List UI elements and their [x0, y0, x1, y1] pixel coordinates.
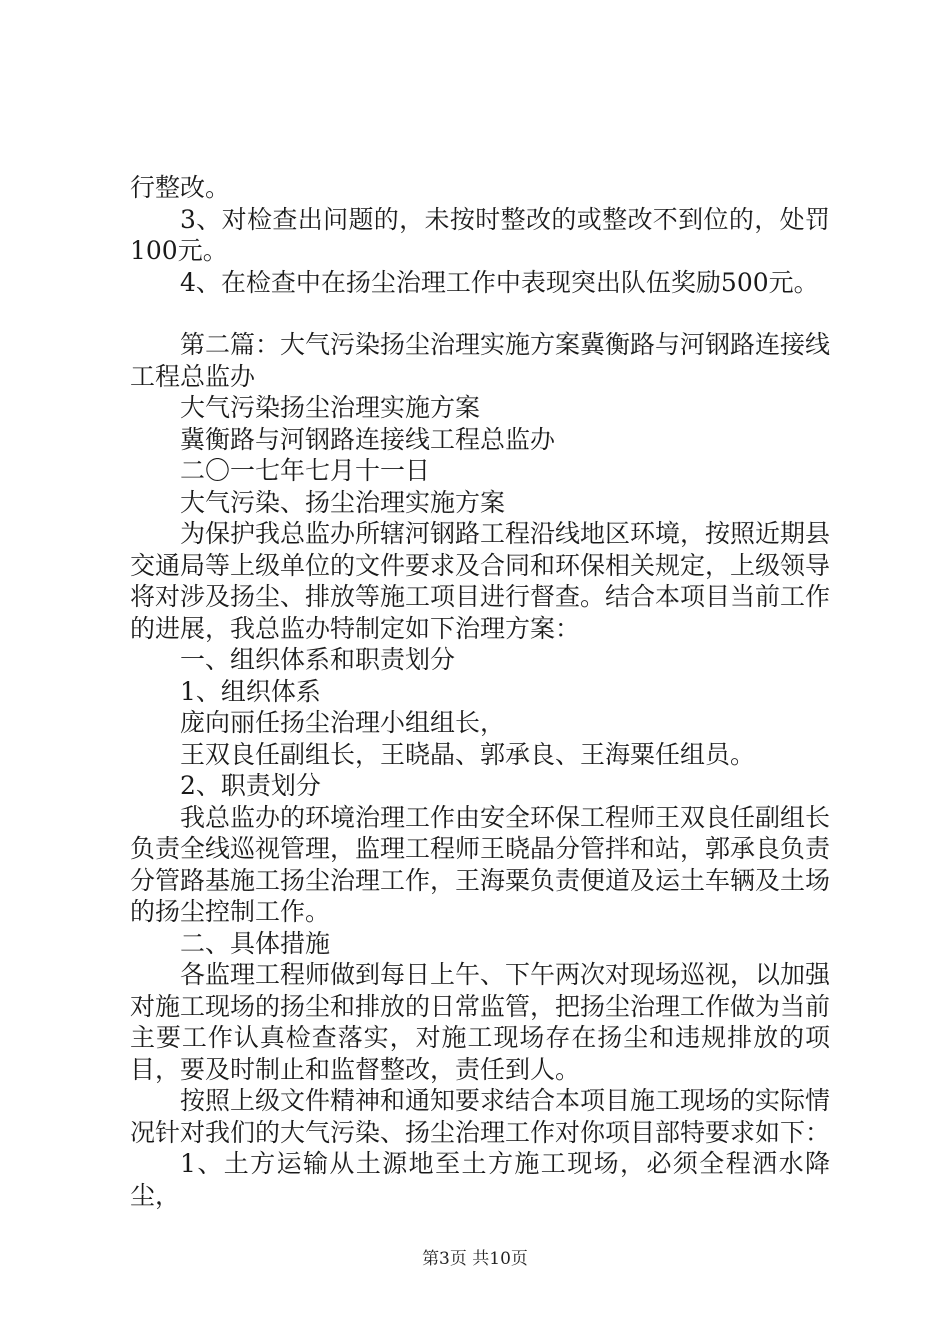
plan-title: 大气污染扬尘治理实施方案: [180, 393, 481, 422]
plan-subtitle: 大气污染、扬尘治理实施方案: [180, 487, 506, 517]
issue-date: 二〇一七年七月十一日: [180, 456, 431, 485]
paragraph-penalty-item-3: 3、对检查出问题的，未按时整改的或整改不到位的，处罚100元。: [130, 204, 830, 265]
paragraph-team-members: 王双良任副组长，王晓晶、郭承良、王海粟任组员。: [180, 739, 756, 769]
section-spacer: [130, 298, 830, 329]
paragraph-intro: 为保护我总监办所辖河钢路工程沿线地区环境，按照近期县交通局等上级单位的文件要求及合同和环保相关规定，上级领导将对涉及扬尘、排放等施工项目进行督查。结合本项目当前工作的进展，我总监办特制定如下治理方案：: [130, 519, 831, 643]
page-number-footer: 第3页 共10页: [422, 1249, 528, 1269]
document-body: [130, 172, 830, 1211]
paragraph-daily-inspection: 各监理工程师做到每日上午、下午两次对现场巡视，以加强对施工现场的扬尘和排放的日常监管，把扬尘治理工作做为当前主要工作认真检查落实，对施工现场存在扬尘和违规排放的项目，要及时制止和监督整改，责任到人。: [130, 960, 831, 1084]
paragraph-requirements-intro: 按照上级文件精神和通知要求结合本项目施工现场的实际情况针对我们的大气污染、扬尘治理工作对你项目部特要求如下：: [130, 1086, 831, 1147]
subheading-responsibilities: 2、职责划分: [180, 771, 321, 800]
section-heading-part-two: 第二篇：大气污染扬尘治理实施方案冀衡路与河钢路连接线工程总监办: [130, 330, 831, 391]
issuing-office: 冀衡路与河钢路连接线工程总监办: [180, 424, 556, 454]
heading-organization: 一、组织体系和职责划分: [180, 645, 456, 674]
paragraph-reward-item-4: 4、在检查中在扬尘治理工作中表现突出队伍奖励500元。: [180, 267, 819, 297]
heading-measures: 二、具体措施: [180, 928, 331, 958]
subheading-org-system: 1、组织体系: [180, 676, 321, 706]
paragraph-team-leader: 庞向丽任扬尘治理小组组长，: [180, 708, 506, 737]
paragraph-responsibilities: 我总监办的环境治理工作由安全环保工程师王双良任副组长负责全线巡视管理，监理工程师王晓晶分管拌和站，郭承良负责分管路基施工扬尘治理工作，王海粟负责便道及运土车辆及土场的扬尘控制工作。: [130, 802, 831, 926]
paragraph-requirement-1: 1、土方运输从土源地至土方施工现场，必须全程洒水降尘，: [130, 1149, 830, 1210]
paragraph-continuation: 行整改。: [130, 173, 231, 202]
